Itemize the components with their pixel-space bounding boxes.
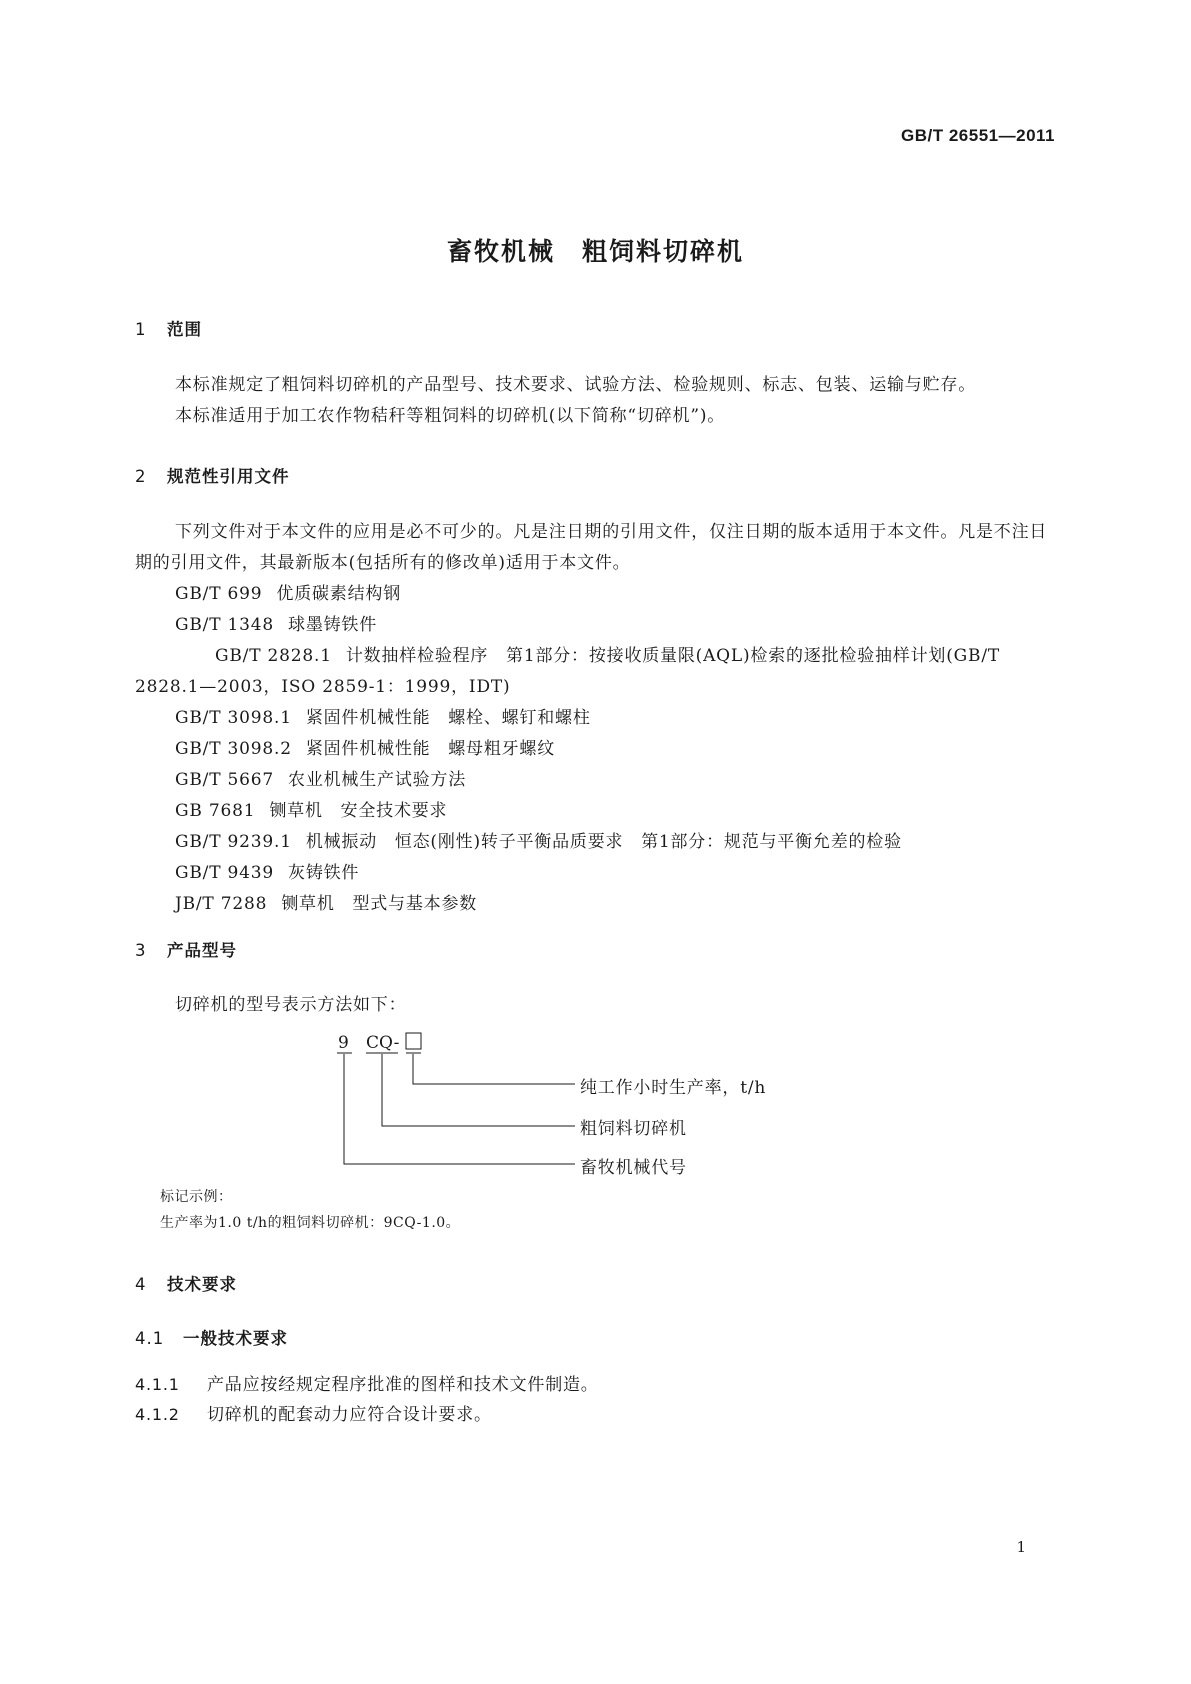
clause-text: 切碎机的配套动力应符合设计要求。 [207,1405,492,1425]
reference-item [135,734,1055,765]
code-digit-9: 9 [338,1033,349,1053]
reference-code: GB/T 2828.1 [215,646,332,666]
code-placeholder-box [406,1033,421,1049]
model-designation-diagram [330,1020,810,1180]
clause-number: 4.1.1 [135,1375,180,1394]
reference-code: GB/T 5667 [175,770,275,790]
reference-item [135,796,1055,827]
paragraph: 本标准适用于加工农作物秸秆等粗饲料的切碎机(以下简称“切碎机”)。 [175,406,726,426]
reference-item [135,641,1055,703]
section-number: 4 [135,1275,147,1294]
section-number: 2 [135,467,147,486]
reference-title: 计数抽样检验程序 第1部分：按接收质量限(AQL)检索的逐批检验抽样计划(GB/T 2828.1—2003，ISO 2859-1：1999，IDT) [135,646,1000,697]
section-heading-4 [135,1271,237,1295]
section-title: 规范性引用文件 [167,467,290,486]
reference-title: 紧固件机械性能 螺母粗牙螺纹 [305,739,556,759]
subsection-heading-4-1 [135,1325,288,1349]
section-2-body [135,517,1055,920]
diagram-label-category: 畜牧机械代号 [580,1158,687,1178]
marking-example-text: 生产率为1.0 t/h的粗饲料切碎机：9CQ-1.0。 [160,1215,461,1231]
reference-code: GB/T 9239.1 [175,832,292,852]
reference-title: 机械振动 恒态(刚性)转子平衡品质要求 第1部分：规范与平衡允差的检验 [305,832,902,852]
reference-title: 紧固件机械性能 螺栓、螺钉和螺柱 [305,708,591,728]
reference-item [135,889,1055,920]
reference-code: GB/T 1348 [175,615,275,635]
diagram-label-rate: 纯工作小时生产率，t/h [580,1078,767,1098]
reference-item [135,858,1055,889]
reference-title: 铡草机 型式与基本参数 [281,894,478,914]
reference-item [135,703,1055,734]
reference-code: GB/T 699 [175,584,263,604]
page-number: 1 [1016,1538,1026,1556]
section-number: 1 [135,320,147,339]
reference-code: GB 7681 [175,801,256,821]
code-cq: CQ- [366,1033,400,1053]
section-title: 产品型号 [167,941,237,960]
marking-example-label: 标记示例： [160,1189,233,1205]
diagram-label-machine: 粗饲料切碎机 [580,1119,687,1139]
clause-4-1-1 [135,1370,599,1395]
section-title: 技术要求 [167,1275,237,1294]
section-1-body [135,370,1055,432]
reference-title: 优质碳素结构钢 [276,584,401,604]
leader-line-machine [382,1054,575,1126]
leader-line-category [344,1054,575,1164]
clause-text: 产品应按经规定程序批准的图样和技术文件制造。 [207,1375,599,1395]
leader-line-rate [413,1054,575,1084]
reference-title: 灰铸铁件 [288,863,360,883]
reference-code: GB/T 3098.1 [175,708,292,728]
subsection-title: 一般技术要求 [183,1329,288,1348]
reference-title: 农业机械生产试验方法 [288,770,467,790]
section-heading-2 [135,463,290,487]
subsection-number: 4.1 [135,1329,165,1348]
section-number: 3 [135,941,147,960]
reference-item [135,579,1055,610]
reference-code: GB/T 9439 [175,863,275,883]
section-heading-1 [135,316,202,340]
reference-code: GB/T 3098.2 [175,739,292,759]
clause-4-1-2 [135,1400,492,1425]
reference-title: 铡草机 安全技术要求 [269,801,448,821]
section-title: 范围 [167,320,202,339]
document-title: 畜牧机械 粗饲料切碎机 [446,237,744,266]
document-code: GB/T 26551—2011 [901,126,1055,145]
section-heading-3 [135,937,237,961]
reference-item [135,610,1055,641]
model-intro: 切碎机的型号表示方法如下： [175,995,407,1015]
paragraph: 本标准规定了粗饲料切碎机的产品型号、技术要求、试验方法、检验规则、标志、包装、运输与贮存。 [175,375,976,395]
reference-code: JB/T 7288 [175,894,268,914]
reference-title: 球墨铸铁件 [288,615,378,635]
clause-number: 4.1.2 [135,1405,180,1424]
paragraph: 下列文件对于本文件的应用是必不可少的。凡是注日期的引用文件，仅注日期的版本适用于本文件。凡是不注日期的引用文件，其最新版本(包括所有的修改单)适用于本文件。 [135,522,1048,573]
reference-item [135,827,1055,858]
reference-item [135,765,1055,796]
